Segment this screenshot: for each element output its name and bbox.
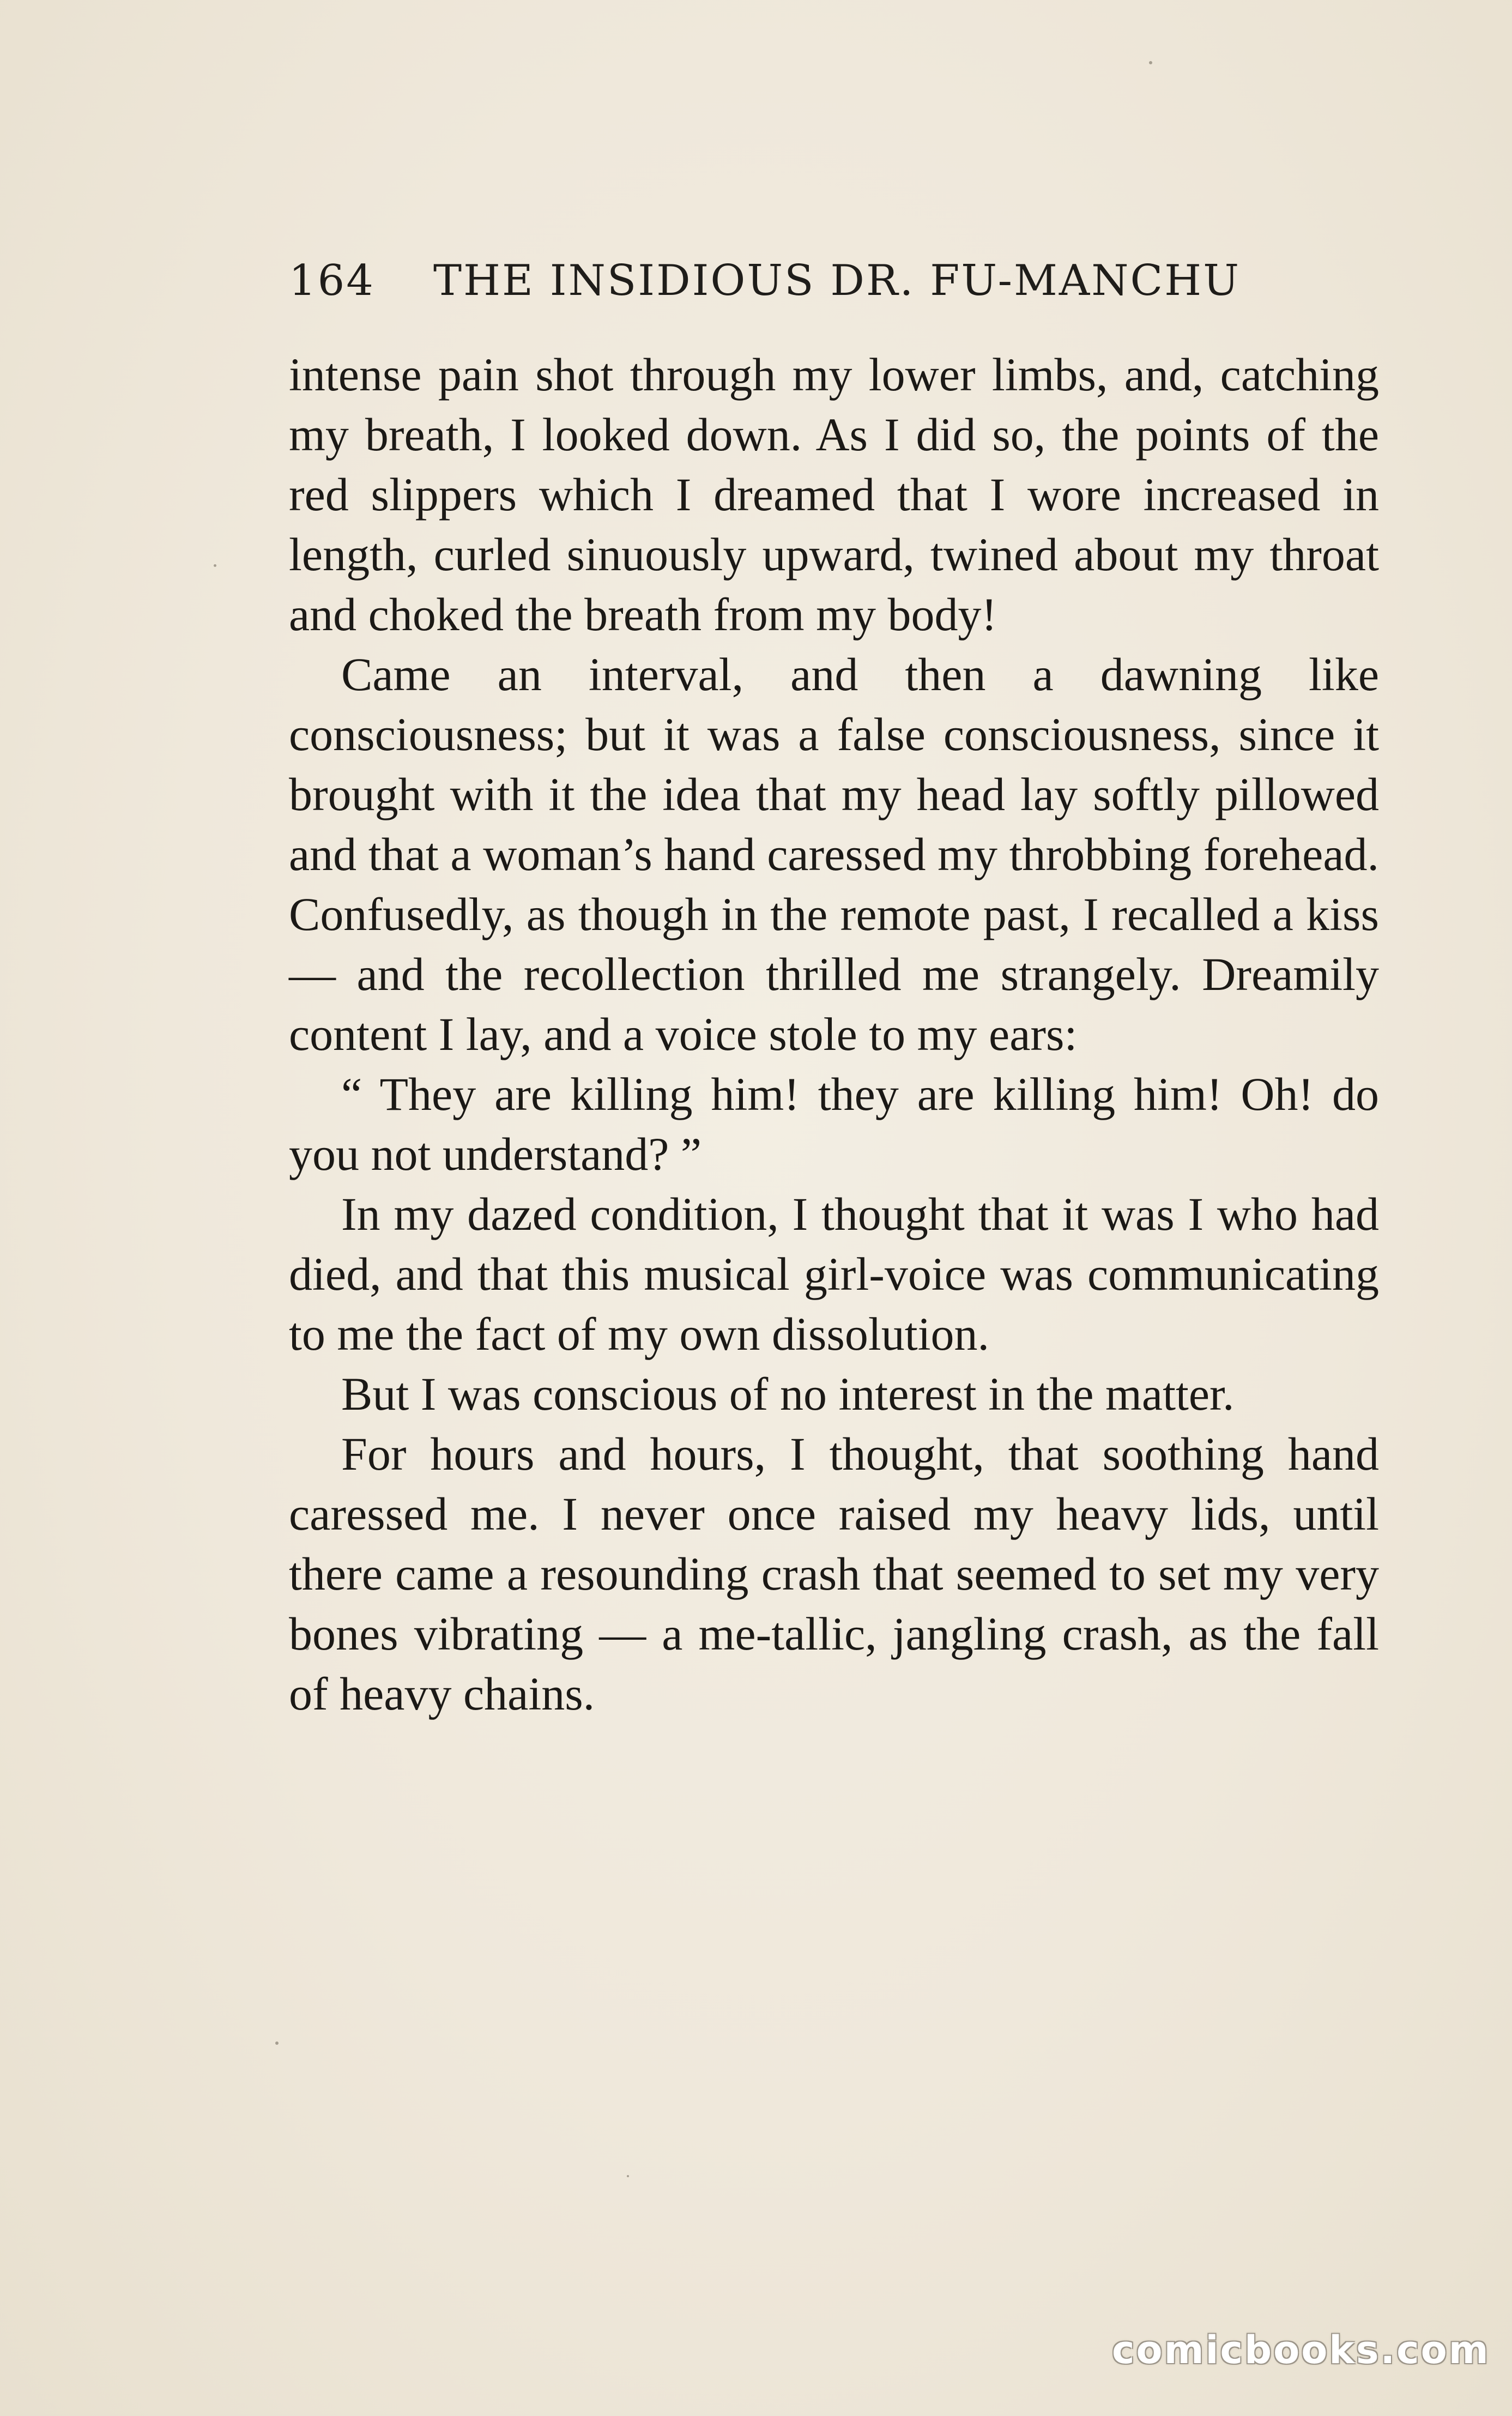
paragraph: intense pain shot through my lower limbs, and, catching my breath, I looked down. As I did so, the points of the red slippers which I dreamed that I wore increased in length, curled sinuously upward, twined about my throat and choked the breath from my body! xyxy=(289,348,1379,641)
body-text xyxy=(289,345,1379,1724)
paragraph: In my dazed condition, I thought that it was I who had died, and that this musical girl-voice was communicating to me the fact of my own dissolution. xyxy=(289,1188,1379,1360)
paragraph: Came an interval, and then a dawning like consciousness; but it was a false consciousness, since it brought with it the idea that my head lay softly pillowed and that a woman’s hand caressed my throbbing forehead. Confusedly, as though in the remote past, I recalled a kiss — and the recollection thrilled me strangely. Dreamily content I lay, and a voice stole to my ears: xyxy=(289,648,1379,1060)
running-title: THE INSIDIOUS DR. FU-MANCHU xyxy=(433,256,1241,305)
site-watermark: comicbooks.com xyxy=(1112,2328,1490,2372)
paper-speck xyxy=(627,2175,629,2177)
paper-speck xyxy=(214,564,216,567)
paper-speck xyxy=(1149,61,1152,64)
paragraph: But I was conscious of no interest in the matter. xyxy=(341,1368,1235,1420)
running-header xyxy=(289,256,1324,322)
paragraph: For hours and hours, I thought, that soothing hand caressed me. I never once raised my heavy lids, until there came a resounding crash that seemed to set my very bones vibrating — a me-tallic, jangling crash, as the fall of heavy chains. xyxy=(289,1428,1379,1720)
paper-speck xyxy=(275,2041,279,2045)
page-number: 164 xyxy=(289,256,375,305)
paragraph: “ They are killing him! they are killing him! Oh! do you not understand? ” xyxy=(289,1068,1379,1180)
